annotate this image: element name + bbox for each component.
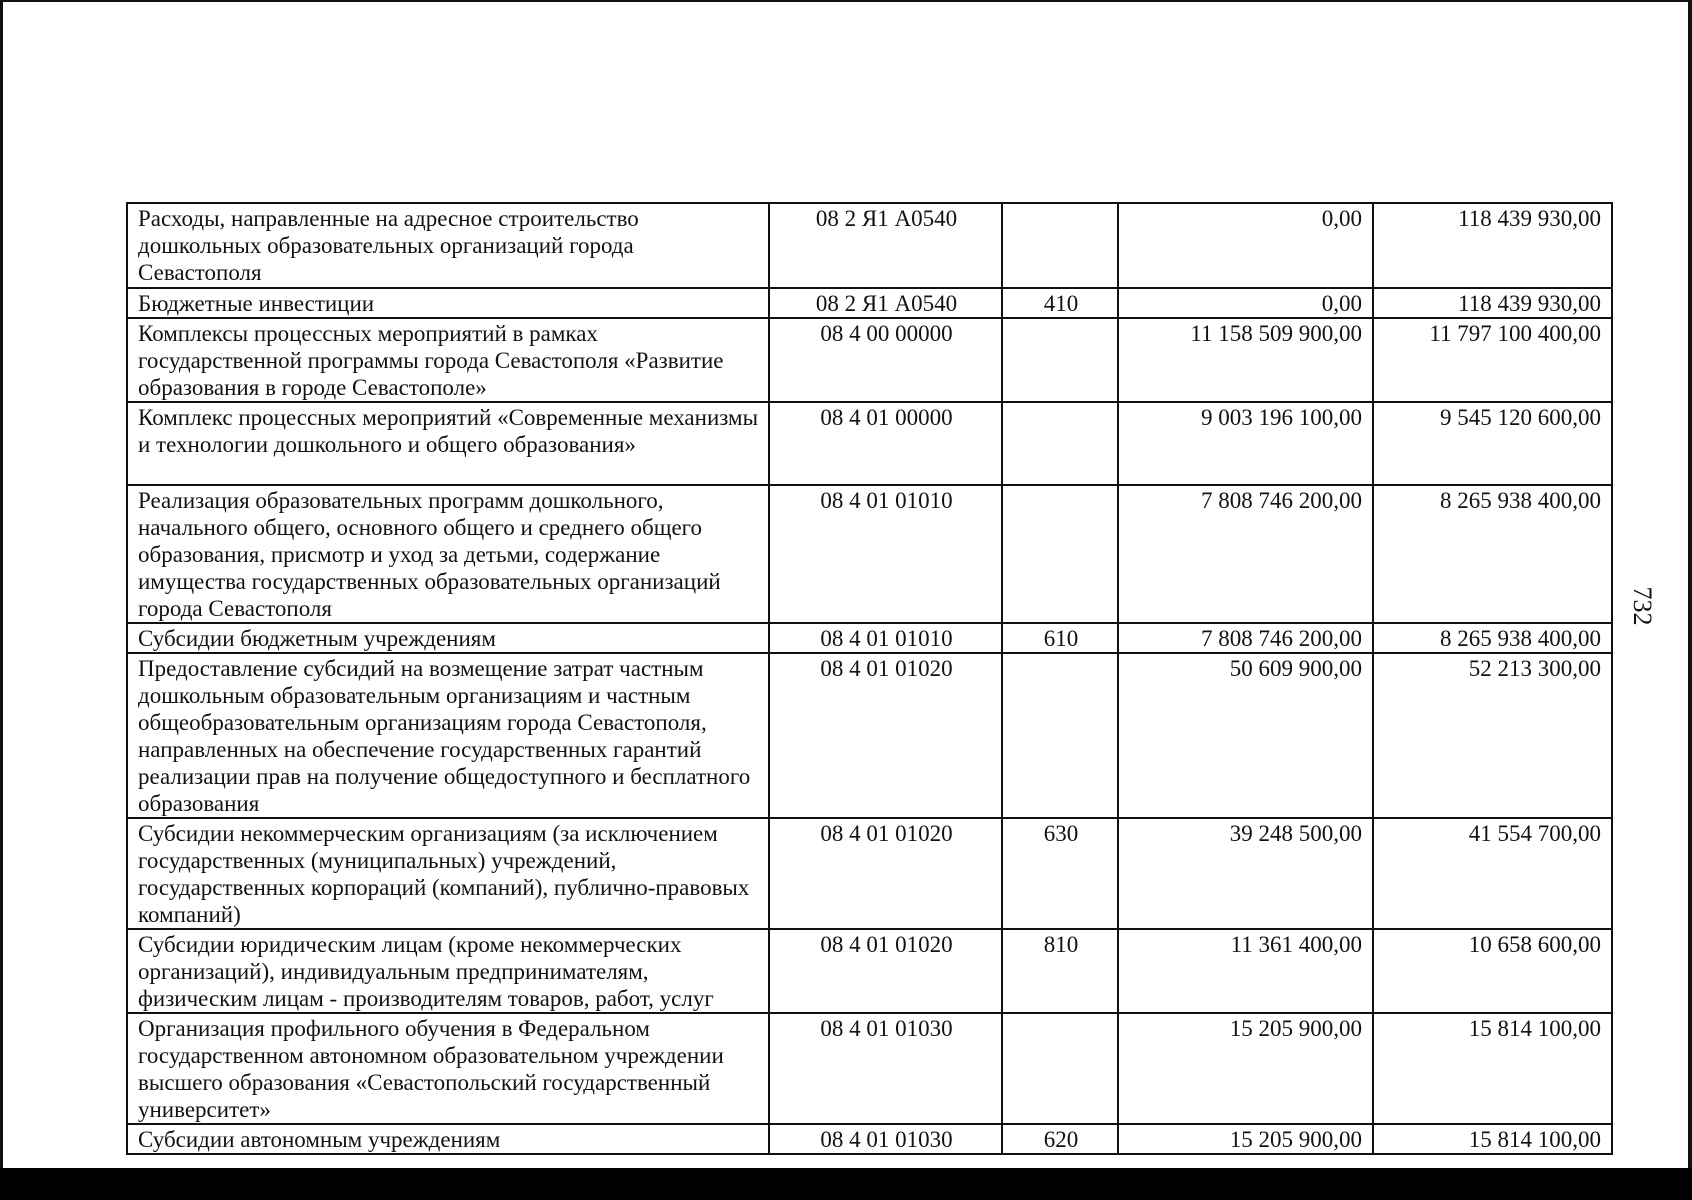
row-type-cell: 630 — [1002, 818, 1118, 929]
table-row — [127, 1124, 1612, 1154]
row-amount2-cell: 10 658 600,00 — [1373, 929, 1612, 1013]
scan-edge-left — [0, 0, 3, 1200]
table-row — [127, 402, 1612, 485]
row-code-cell: 08 2 Я1 А0540 — [769, 203, 1002, 288]
table-row — [127, 318, 1612, 402]
row-amount2-cell: 8 265 938 400,00 — [1373, 485, 1612, 623]
row-code-cell: 08 4 01 01030 — [769, 1124, 1002, 1154]
table-row — [127, 929, 1612, 1013]
row-name-cell: Субсидии некоммерческим организациям (за исключением государственных (муниципальных) учреждений, государственных корпораций (компаний), публично-правовых компаний) — [127, 818, 769, 929]
row-amount2-cell: 15 814 100,00 — [1373, 1124, 1612, 1154]
row-name-cell: Бюджетные инвестиции — [127, 288, 769, 318]
row-amount2-cell: 118 439 930,00 — [1373, 203, 1612, 288]
row-amount2-cell: 11 797 100 400,00 — [1373, 318, 1612, 402]
row-amount1-cell: 39 248 500,00 — [1118, 818, 1373, 929]
row-code-cell: 08 2 Я1 А0540 — [769, 288, 1002, 318]
row-amount1-cell: 0,00 — [1118, 288, 1373, 318]
row-code-cell: 08 4 01 01020 — [769, 818, 1002, 929]
row-name-cell: Комплекс процессных мероприятий «Современные механизмы и технологии дошкольного и общего образования» — [127, 402, 769, 485]
budget-table — [126, 202, 1613, 1155]
row-code-cell: 08 4 00 00000 — [769, 318, 1002, 402]
scan-edge-top — [0, 0, 1692, 2]
row-code-cell: 08 4 01 01020 — [769, 653, 1002, 818]
table-row — [127, 1013, 1612, 1124]
row-code-cell: 08 4 01 00000 — [769, 402, 1002, 485]
row-type-cell — [1002, 203, 1118, 288]
table-row — [127, 203, 1612, 288]
row-amount1-cell: 11 158 509 900,00 — [1118, 318, 1373, 402]
row-amount2-cell: 52 213 300,00 — [1373, 653, 1612, 818]
row-name-cell: Комплексы процессных мероприятий в рамках государственной программы города Севастополя «Развитие образования в городе Севастополе» — [127, 318, 769, 402]
row-amount1-cell: 9 003 196 100,00 — [1118, 402, 1373, 485]
row-name-cell: Предоставление субсидий на возмещение затрат частным дошкольным образовательным организациям и частным общеобразовательным организациям города Севастополя, направленных на обеспечение государственных гарантий реализации прав на получение общедоступного и бесплатного образования — [127, 653, 769, 818]
row-code-cell: 08 4 01 01020 — [769, 929, 1002, 1013]
row-amount1-cell: 7 808 746 200,00 — [1118, 623, 1373, 653]
scan-edge-bottom — [0, 1168, 1692, 1200]
table-row — [127, 818, 1612, 929]
row-amount2-cell: 8 265 938 400,00 — [1373, 623, 1612, 653]
row-type-cell: 810 — [1002, 929, 1118, 1013]
table-row — [127, 288, 1612, 318]
row-code-cell: 08 4 01 01030 — [769, 1013, 1002, 1124]
row-type-cell — [1002, 485, 1118, 623]
row-name-cell: Субсидии юридическим лицам (кроме некоммерческих организаций), индивидуальным предпринимателям, физическим лицам - производителям товаров, работ, услуг — [127, 929, 769, 1013]
row-name-cell: Субсидии бюджетным учреждениям — [127, 623, 769, 653]
row-type-cell: 620 — [1002, 1124, 1118, 1154]
row-amount1-cell: 7 808 746 200,00 — [1118, 485, 1373, 623]
row-type-cell — [1002, 402, 1118, 485]
page-number: 732 — [1628, 586, 1657, 626]
row-name-cell: Расходы, направленные на адресное строительство дошкольных образовательных организаций города Севастополя — [127, 203, 769, 288]
row-amount2-cell: 118 439 930,00 — [1373, 288, 1612, 318]
row-amount2-cell: 41 554 700,00 — [1373, 818, 1612, 929]
row-amount2-cell: 9 545 120 600,00 — [1373, 402, 1612, 485]
table-row — [127, 485, 1612, 623]
row-type-cell: 410 — [1002, 288, 1118, 318]
row-amount2-cell: 15 814 100,00 — [1373, 1013, 1612, 1124]
row-amount1-cell: 50 609 900,00 — [1118, 653, 1373, 818]
row-type-cell — [1002, 1013, 1118, 1124]
table-row — [127, 653, 1612, 818]
row-type-cell: 610 — [1002, 623, 1118, 653]
row-name-cell: Организация профильного обучения в Федеральном государственном автономном образовательном учреждении высшего образования «Севастопольский государственный университет» — [127, 1013, 769, 1124]
table-row — [127, 623, 1612, 653]
row-amount1-cell: 11 361 400,00 — [1118, 929, 1373, 1013]
row-type-cell — [1002, 318, 1118, 402]
row-name-cell: Реализация образовательных программ дошкольного, начального общего, основного общего и среднего общего образования, присмотр и уход за детьми, содержание имущества государственных образовательных организаций города Севастополя — [127, 485, 769, 623]
row-amount1-cell: 15 205 900,00 — [1118, 1124, 1373, 1154]
row-amount1-cell: 0,00 — [1118, 203, 1373, 288]
row-type-cell — [1002, 653, 1118, 818]
scan-edge-right — [1688, 0, 1692, 1200]
row-code-cell: 08 4 01 01010 — [769, 485, 1002, 623]
row-code-cell: 08 4 01 01010 — [769, 623, 1002, 653]
row-name-cell: Субсидии автономным учреждениям — [127, 1124, 769, 1154]
row-amount1-cell: 15 205 900,00 — [1118, 1013, 1373, 1124]
